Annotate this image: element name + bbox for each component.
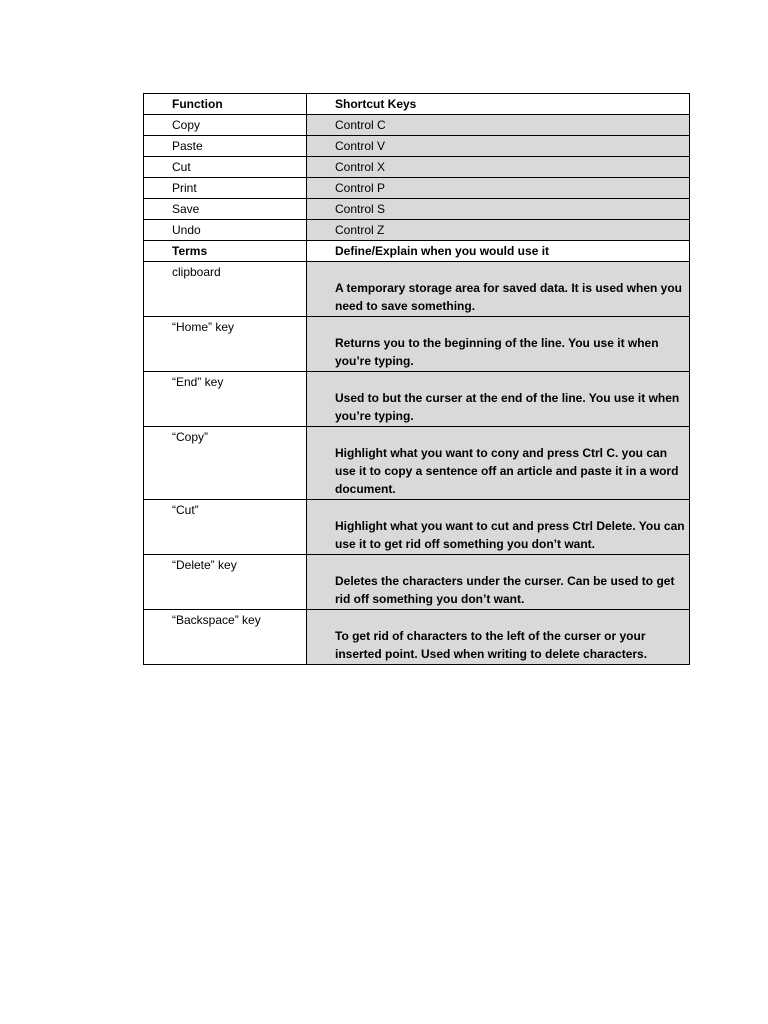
function-cell: Print: [144, 178, 307, 199]
header-definition: Define/Explain when you would use it: [307, 241, 690, 262]
term-cell: “Copy”: [144, 427, 307, 500]
term-cell: clipboard: [144, 262, 307, 317]
header-terms: Terms: [144, 241, 307, 262]
table-row: [144, 372, 690, 427]
function-cell: Save: [144, 199, 307, 220]
table-row: [144, 220, 690, 241]
term-cell: “Home” key: [144, 317, 307, 372]
shortcut-cell: Control S: [307, 199, 690, 220]
definition-cell: Returns you to the beginning of the line. You use it when you’re typing.: [307, 317, 690, 372]
table-row: [144, 178, 690, 199]
header-shortcut-keys: Shortcut Keys: [307, 94, 690, 115]
terms-header-row: [144, 241, 690, 262]
term-cell: “Cut”: [144, 500, 307, 555]
term-cell: “Backspace” key: [144, 610, 307, 665]
definition-cell: Highlight what you want to cony and press Ctrl C. you can use it to copy a sentence off an article and paste it in a word document.: [307, 427, 690, 500]
shortcut-cell: Control P: [307, 178, 690, 199]
table-row: [144, 317, 690, 372]
definition-cell: Highlight what you want to cut and press Ctrl Delete. You can use it to get rid off something you don’t want.: [307, 500, 690, 555]
table-row: [144, 199, 690, 220]
function-cell: Copy: [144, 115, 307, 136]
definition-cell: Used to but the curser at the end of the line. You use it when you’re typing.: [307, 372, 690, 427]
shortcut-cell: Control Z: [307, 220, 690, 241]
definition-cell: Deletes the characters under the curser. Can be used to get rid off something you don’t want.: [307, 555, 690, 610]
term-cell: “Delete” key: [144, 555, 307, 610]
table-row: [144, 136, 690, 157]
definition-cell: A temporary storage area for saved data. It is used when you need to save something.: [307, 262, 690, 317]
table-row: [144, 500, 690, 555]
table-row: [144, 610, 690, 665]
table-header-row: [144, 94, 690, 115]
table-row: [144, 157, 690, 178]
function-cell: Undo: [144, 220, 307, 241]
table-row: [144, 115, 690, 136]
shortcut-cell: Control C: [307, 115, 690, 136]
shortcut-table: [143, 93, 690, 665]
definition-cell: To get rid of characters to the left of the curser or your inserted point. Used when writing to delete characters.: [307, 610, 690, 665]
function-cell: Cut: [144, 157, 307, 178]
header-function: Function: [144, 94, 307, 115]
term-cell: “End” key: [144, 372, 307, 427]
table-row: [144, 262, 690, 317]
function-cell: Paste: [144, 136, 307, 157]
table-row: [144, 427, 690, 500]
shortcut-cell: Control X: [307, 157, 690, 178]
shortcut-cell: Control V: [307, 136, 690, 157]
table-row: [144, 555, 690, 610]
